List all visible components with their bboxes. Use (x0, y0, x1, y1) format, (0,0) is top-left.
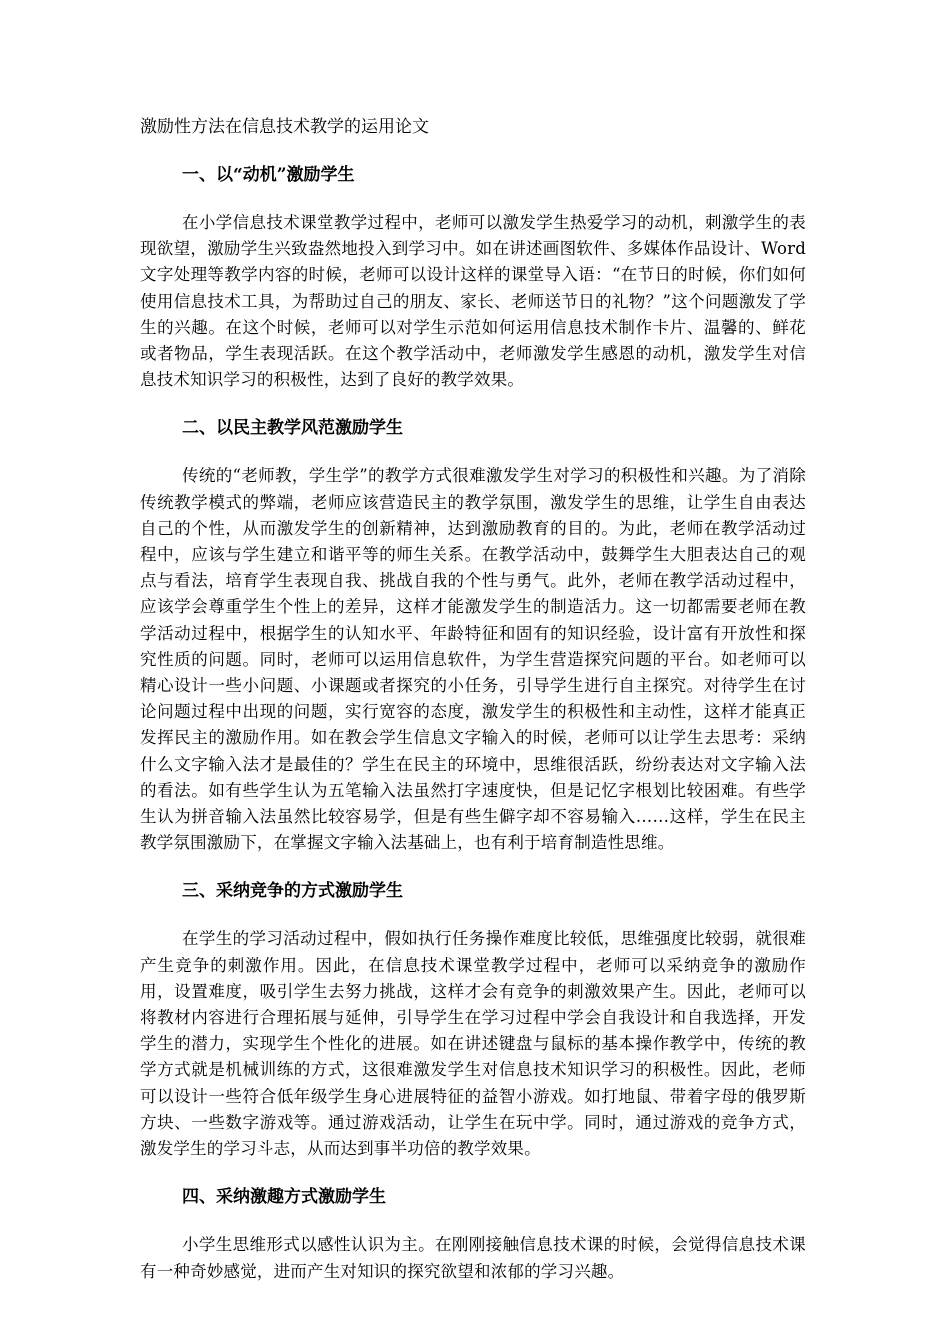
section-paragraph-1: 在小学信息技术课堂教学过程中，老师可以激发学生热爱学习的动机，刺激学生的表现欲望，激励学生兴致盎然地投入到学习中。如在讲述画图软件、多媒体作品设计、Word文字处理等教学内容的时候，老师可以设计这样的课堂导入语：“在节日的时候，你们如何使用信息技术工具，为帮助过自己的朋友、家长、老师送节日的礼物？”这个问题激发了学生的兴趣。在这个时候，老师可以对学生示范如何运用信息技术制作卡片、温馨的、鲜花或者物品，学生表现活跃。在这个教学活动中，老师激发学生感恩的动机，激发学生对信息技术知识学习的积极性，达到了良好的教学效果。 (140, 213, 806, 390)
document-body (140, 114, 806, 1307)
section-paragraph-3: 在学生的学习活动过程中，假如执行任务操作难度比较低，思维强度比较弱，就很难产生竞争的刺激作用。因此，在信息技术课堂教学过程中，老师可以采纳竞争的激励作用，设置难度，吸引学生去努力挑战，这样才会有竞争的刺激效果产生。因此，老师可以将教材内容进行合理拓展与延伸，引导学生在学习过程中学会自我设计和自我选择，开发学生的潜力，实现学生个性化的进展。如在讲述键盘与鼠标的基本操作教学中，传统的教学方式就是机械训练的方式，这很难激发学生对信息技术知识学习的积极性。因此，老师可以设计一些符合低年级学生身心进展特征的益智小游戏。如打地鼠、带着字母的俄罗斯方块、一些数字游戏等。通过游戏活动，让学生在玩中学。同时，通过游戏的竞争方式，激发学生的学习斗志，从而达到事半功倍的教学效果。 (140, 929, 806, 1159)
section-paragraph-2: 传统的“老师教，学生学”的教学方式很难激发学生对学习的积极性和兴趣。为了消除传统教学模式的弊端，老师应该营造民主的教学氛围，激发学生的思维，让学生自由表达自己的个性，从而激发学生的创新精神，达到激励教育的目的。为此，老师在教学活动过程中，应该与学生建立和谐平等的师生关系。在教学活动中，鼓舞学生大胆表达自己的观点与看法，培育学生表现自我、挑战自我的个性与勇气。此外，老师在教学活动过程中，应该学会尊重学生个性上的差异，这样才能激发学生的制造活力。这一切都需要老师在教学活动过程中，根据学生的认知水平、年龄特征和固有的知识经验，设计富有开放性和探究性质的问题。同时，老师可以运用信息软件，为学生营造探究问题的平台。如老师可以精心设计一些小问题、小课题或者探究的小任务，引导学生进行自主探究。对待学生在讨论问题过程中出现的问题，实行宽容的态度，激发学生的积极性和主动性，这样才能真正发挥民主的激励作用。如在教会学生信息文字输入的时候，老师可以让学生去思考：采纳什么文字输入法才是最佳的？学生在民主的环境中，思维很活跃，纷纷表达对文字输入法的看法。如有些学生认为五笔输入法虽然打字速度快，但是记忆字根划比较困难。有些学生认为拼音输入法虽然比较容易学，但是有些生僻字却不容易输入……这样，学生在民主教学氛围激励下，在掌握文字输入法基础上，也有利于培育制造性思维。 (140, 466, 806, 853)
section-heading-4: 四、采纳激趣方式激励学生 (182, 1187, 386, 1208)
section-heading-1: 一、以“动机”激励学生 (182, 165, 355, 185)
document-title: 激励性方法在信息技术教学的运用论文 (140, 117, 429, 137)
section-heading-2: 二、以民主教学风范激励学生 (182, 418, 403, 439)
section-heading-3: 三、采纳竞争的方式激励学生 (182, 881, 403, 902)
section-paragraph-4: 小学生思维形式以感性认识为主。在刚刚接触信息技术课的时候，会觉得信息技术课有一种奇妙感觉，进而产生对知识的探究欲望和浓郁的学习兴趣。 (140, 1235, 806, 1281)
